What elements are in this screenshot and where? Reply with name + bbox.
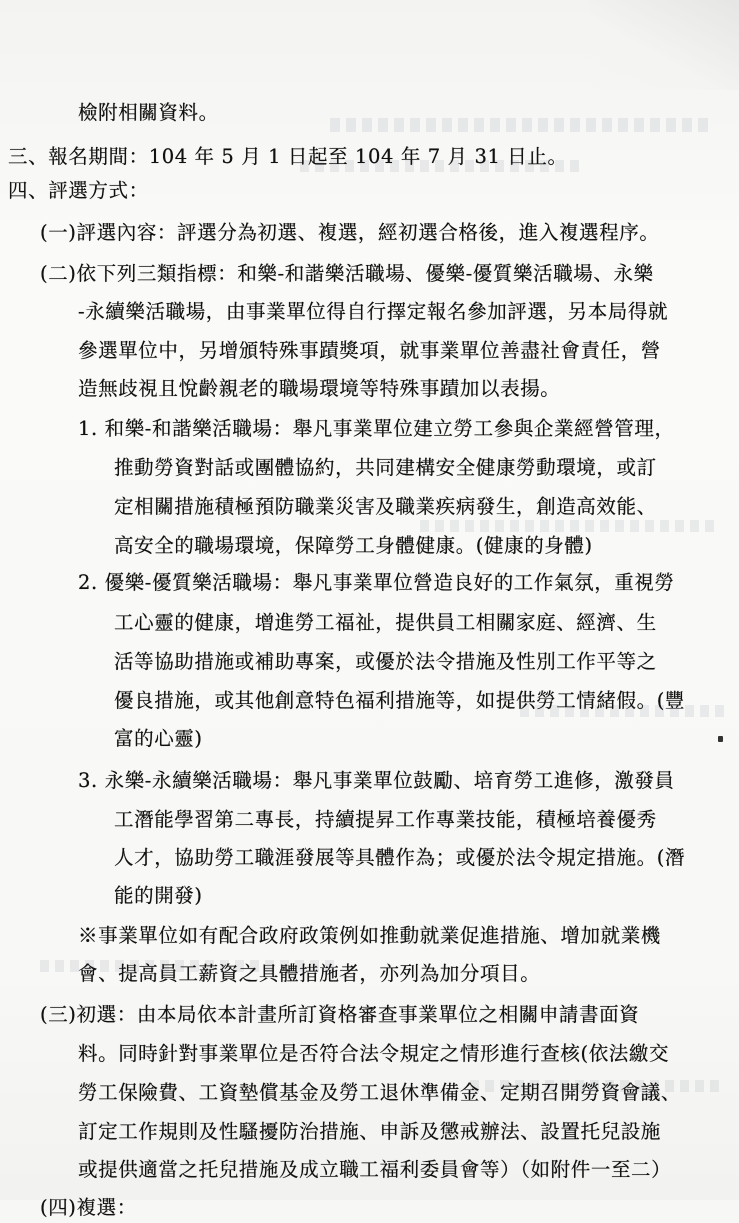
text-line: 訂定工作規則及性騷擾防治措施、申訴及懲戒辦法、設置托兒設施 bbox=[78, 1120, 661, 1143]
text-line: 會、提高員工薪資之具體措施者，亦列為加分項目。 bbox=[78, 962, 541, 985]
text-line: 推動勞資對話或團體協約，共同建構安全健康勞動環境，或訂 bbox=[114, 456, 657, 479]
text-line: 人才，協助勞工職涯發展等具體作為；或優於法令規定措施。(潛 bbox=[114, 846, 686, 869]
text-line: 定相關措施積極預防職業災害及職業疾病發生，創造高效能、 bbox=[114, 495, 657, 518]
text-line: 工心靈的健康，增進勞工福祉，提供員工相關家庭、經濟、生 bbox=[114, 611, 657, 634]
text-line: 富的心靈) bbox=[114, 727, 203, 750]
text-line: 四、評選方式： bbox=[8, 179, 149, 202]
text-line: 工潛能學習第二專長，持續提昇工作專業技能，積極培養優秀 bbox=[114, 808, 657, 831]
folded-corner bbox=[589, 0, 739, 90]
text-line: 能的開發) bbox=[114, 884, 203, 907]
text-line: -永續樂活職場，由事業單位得自行擇定報名參加評選，另本局得就 bbox=[78, 300, 669, 323]
text-line: 造無歧視且悅齡親老的職場環境等特殊事蹟加以表揚。 bbox=[78, 377, 561, 400]
bleed-through bbox=[330, 118, 710, 132]
text-line: 3. 永樂-永續樂活職場：舉凡事業單位鼓勵、培育勞工進修，激發員 bbox=[78, 769, 675, 792]
text-line: 或提供適當之托兒措施及成立職工福利委員會等）（如附件一至二） bbox=[78, 1158, 672, 1181]
text-line: 1. 和樂-和諧樂活職場：舉凡事業單位建立勞工參與企業經營管理， bbox=[78, 417, 675, 440]
text-line: 2. 優樂-優質樂活職場：舉凡事業單位營造良好的工作氣氛，重視勞 bbox=[78, 571, 675, 594]
text-line: 勞工保險費、工資墊償基金及勞工退休準備金、定期召開勞資會議、 bbox=[78, 1081, 682, 1104]
text-line: (二)依下列三類指標：和樂-和諧樂活職場、優樂-優質樂活職場、永樂 bbox=[40, 262, 654, 285]
text-line: (四)複選： bbox=[40, 1196, 137, 1219]
text-line: 高安全的職場環境，保障勞工身體健康。(健康的身體) bbox=[114, 534, 593, 557]
text-line: 料。同時針對事業單位是否符合法令規定之情形進行查核(依法繳交 bbox=[78, 1042, 670, 1065]
text-line: 優良措施，或其他創意特色福利措施等，如提供勞工情緒假。(豐 bbox=[114, 689, 686, 712]
text-line: (一)評選內容：評選分為初選、複選，經初選合格後，進入複選程序。 bbox=[40, 221, 660, 244]
text-line: 三、報名期間：104 年 5 月 1 日起至 104 年 7 月 31 日止。 bbox=[8, 145, 568, 168]
text-line: (三)初選：由本局依本計畫所訂資格審查事業單位之相關申請書面資 bbox=[40, 1003, 640, 1026]
text-line: 檢附相關資料。 bbox=[78, 101, 219, 124]
text-line: 參選單位中，另增頒特殊事蹟獎項，就事業單位善盡社會責任，營 bbox=[78, 339, 661, 362]
text-line: 活等協助措施或補助專案，或優於法令措施及性別工作平等之 bbox=[114, 650, 657, 673]
text-line: ※事業單位如有配合政府政策例如推動就業促進措施、增加就業機 bbox=[78, 924, 661, 947]
ink-speck bbox=[718, 736, 723, 742]
